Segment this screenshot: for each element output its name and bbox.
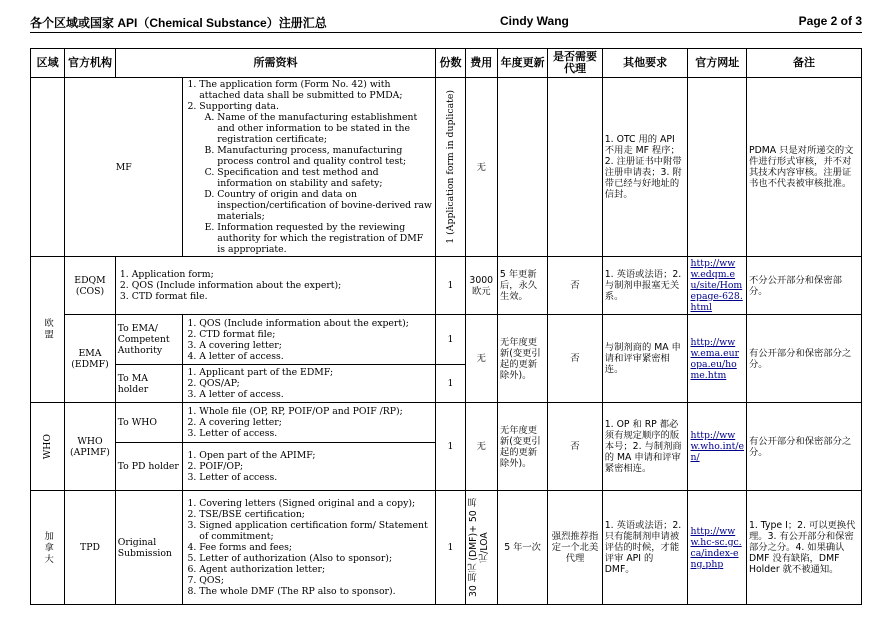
who-sub-who: To WHO xyxy=(115,403,183,443)
who-docs-pd xyxy=(183,443,436,491)
list-item: 2. TSE/BSE certification; xyxy=(199,509,433,520)
edqm-remark: 不分公开部分和保密部分。 xyxy=(746,257,861,315)
col-region: 区域 xyxy=(31,49,65,78)
list-item: 2. Supporting data. A. Name of the manufacturing establishment and other information to be stated in the registration certificate; B. Manufacturing process, manufacturing process control and quality control test; C. Specification and test method and information on stability and safety; D. Country of origin and data on inspection/certification of bovine-derived raw materials; E. Information requested by the reviewing authority for which the registration of DMF is appropriate. xyxy=(199,101,433,255)
header-page: Page 2 of 3 xyxy=(798,14,862,28)
list-item: 6. Agent authorization letter; xyxy=(199,564,433,575)
list-item: 4. Fee forms and fees; xyxy=(199,542,433,553)
list-item: 2. POIF/OP; xyxy=(199,461,433,472)
canada-other: 1. 英语或法语；2. 只有能制剂申请被评估的时候，才能评审 API 的 DMF。 xyxy=(602,491,688,605)
header-author: Cindy Wang xyxy=(500,14,569,28)
list-item: 1. Application form; xyxy=(132,269,434,280)
table-row-edqm xyxy=(31,257,862,315)
ema-other: 与制剂商的 MA 申请和评审紧密相连。 xyxy=(602,315,688,403)
table-row-who-1 xyxy=(31,403,862,443)
list-item: A. Name of the manufacturing establishment and other information to be stated in the registration certificate; xyxy=(217,112,433,145)
ema-agency: EMA (EDMF) xyxy=(65,315,115,403)
list-item: 1. Applicant part of the EDMF; xyxy=(199,367,433,378)
col-remark: 备注 xyxy=(746,49,861,78)
who-annual: 无年度更新(变更引起的更新除外)。 xyxy=(497,403,547,491)
page-header xyxy=(30,10,862,32)
canada-agency: TPD xyxy=(65,491,115,605)
table-header-row xyxy=(31,49,862,78)
list-item: B. Manufacturing process, manufacturing process control and quality control test; xyxy=(217,145,433,167)
list-item: 2. CTD format file; xyxy=(199,329,433,340)
list-item: D. Country of origin and data on inspection/certification of bovine-derived raw materials; xyxy=(217,189,433,222)
header-title: 各个区域或国家 API（Chemical Substance）注册汇总 xyxy=(30,16,327,30)
canada-annual: 5 年一次 xyxy=(497,491,547,605)
edqm-copies: 1 xyxy=(436,257,465,315)
list-item: 2. A covering letter; xyxy=(199,417,433,428)
canada-url-link[interactable]: http://www.hc-sc.gc.ca/index-eng.php xyxy=(690,525,742,570)
canada-copies: 1 xyxy=(436,491,465,605)
col-agent: 是否需要代理 xyxy=(548,49,602,78)
list-item: 1. QOS (Include information about the expert); xyxy=(199,318,433,329)
list-item: 5. Letter of authorization (Also to sponsor); xyxy=(199,553,433,564)
ema-docs-holder xyxy=(183,365,436,403)
who-other: 1. OP 和 RP 都必须有规定顺序的版本号；2. 与制剂商的 MA 申请和评审紧密相连。 xyxy=(602,403,688,491)
ema-copies-authority: 1 xyxy=(436,315,465,365)
edqm-other: 1. 英语或法语；2. 与制剂申报塞无关系。 xyxy=(602,257,688,315)
col-copies: 份数 xyxy=(436,49,465,78)
list-item: 2. QOS (Include information about the expert); xyxy=(132,280,434,291)
edqm-agent: 否 xyxy=(548,257,602,315)
canada-remark: 1. Type I；2. 可以更换代理。3. 有公开部分和保密部分之分。4. 如果确认 DMF 没有缺陷，DMF Holder 就不被通知。 xyxy=(746,491,861,605)
list-item: C. Specification and test method and information on stability and safety; xyxy=(217,167,433,189)
col-url: 官方网址 xyxy=(688,49,746,78)
col-annual: 年度更新 xyxy=(497,49,547,78)
list-item: 3. A letter of access. xyxy=(199,389,433,400)
edqm-agency: EDQM (COS) xyxy=(65,257,115,315)
list-item: 3. Letter of access. xyxy=(199,428,433,439)
ema-sub-holder: To MA holder xyxy=(115,365,183,403)
who-url-link[interactable]: http://www.who.int/en/ xyxy=(690,430,744,463)
table-row-mf xyxy=(31,78,862,257)
col-docs: 所需资料 xyxy=(115,49,436,78)
canada-region: 加拿大 xyxy=(42,530,54,565)
who-fee: 无 xyxy=(465,403,497,491)
who-region: WHO xyxy=(42,433,54,460)
list-item: 3. Letter of access. xyxy=(199,472,433,483)
canada-docs xyxy=(183,491,436,605)
mf-docs xyxy=(183,78,436,257)
table-row-canada xyxy=(31,491,862,605)
col-fee: 费用 xyxy=(465,49,497,78)
mf-agency: MF xyxy=(65,78,183,257)
who-remark: 有公开部分和保密部分之分。 xyxy=(746,403,861,491)
col-other: 其他要求 xyxy=(602,49,688,78)
edqm-docs xyxy=(115,257,436,315)
list-item: 1. The application form (Form No. 42) with attached data shall be submitted to PMDA; xyxy=(199,79,433,101)
mf-copies: 1 (Application form in duplicate) xyxy=(445,90,456,244)
ema-fee: 无 xyxy=(465,315,497,403)
canada-agent: 强烈推荐指定一个北美代理 xyxy=(548,491,602,605)
who-docs-who xyxy=(183,403,436,443)
mf-fee: 无 xyxy=(465,78,497,257)
list-item: 3. CTD format file. xyxy=(132,291,434,302)
ema-copies-holder: 1 xyxy=(436,365,465,403)
mf-remark: PDMA 只是对所递交的文件进行形式审核，并不对其技术内容审核。注册证书也不代表被审核批准。 xyxy=(746,78,861,257)
edqm-url-link[interactable]: http://www.edqm.eu/site/Homepage-628.html xyxy=(690,258,743,313)
edqm-fee: 3000 欧元 xyxy=(465,257,497,315)
ema-annual: 无年度更新(变更引起的更新除外)。 xyxy=(497,315,547,403)
who-sub-pd: To PD holder xyxy=(115,443,183,491)
ema-url-link[interactable]: http://www.ema.europa.eu/home.htm xyxy=(690,336,740,381)
ema-agent: 否 xyxy=(548,315,602,403)
list-item: 7. QOS; xyxy=(199,575,433,586)
canada-fee: 30 加元 (DMF)+ 50 加元/LOA xyxy=(467,498,490,597)
edqm-annual: 5 年更新后，永久生效。 xyxy=(497,257,547,315)
ema-remark: 有公开部分和保密部分之分。 xyxy=(746,315,861,403)
table-row-ema-authority xyxy=(31,315,862,365)
list-item: 4. A letter of access. xyxy=(199,351,433,362)
who-agency: WHO (APIMF) xyxy=(65,403,115,491)
who-copies: 1 xyxy=(436,403,465,491)
list-item: E. Information requested by the reviewing authority for which the registration of DMF is appropriate. xyxy=(217,222,433,255)
canada-sub: Original Submission xyxy=(115,491,183,605)
registration-table xyxy=(30,48,862,605)
list-item: 3. Signed application certification form/ Statement of commitment; xyxy=(199,520,433,542)
header-rule xyxy=(30,32,862,33)
who-agent: 否 xyxy=(548,403,602,491)
col-agency: 官方机构 xyxy=(65,49,115,78)
eu-region: 欧盟 xyxy=(42,318,54,341)
list-item: 1. Covering letters (Signed original and a copy); xyxy=(199,498,433,509)
list-item: 8. The whole DMF (The RP also to sponsor). xyxy=(199,586,433,597)
list-item: 1. Whole file (OP, RP, POIF/OP and POIF /RP); xyxy=(199,406,433,417)
list-item: 1. Open part of the APIMF; xyxy=(199,450,433,461)
list-item: 3. A covering letter; xyxy=(199,340,433,351)
ema-docs-authority xyxy=(183,315,436,365)
list-item: 2. QOS/AP; xyxy=(199,378,433,389)
ema-sub-authority: To EMA/ Competent Authority xyxy=(115,315,183,365)
mf-other: 1. OTC 用的 API 不用走 MF 程序；2. 注册证书中附带注册申请表；3. 附带已经与好地址的信封。 xyxy=(602,78,688,257)
